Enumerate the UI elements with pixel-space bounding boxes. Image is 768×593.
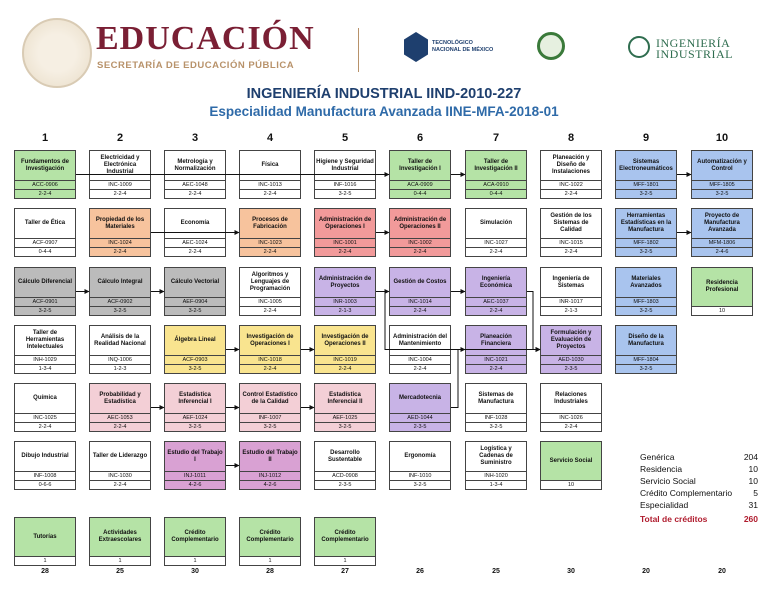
legend-total-value: 260 [743,514,758,524]
course-name: Taller de Investigación II [474,158,518,172]
course-card[interactable] [615,325,677,374]
course-code: AED-1044 [390,413,450,422]
course-card[interactable] [465,441,527,490]
legend-row [640,499,758,511]
course-credits: 2-4-6 [692,247,752,256]
semester-total: 28 [266,568,274,575]
course-name: Álgebra Lineal [174,337,216,343]
course-card[interactable] [314,325,376,374]
course-code: AEF-0904 [165,297,225,306]
course-name: Proyecto de Manufactura Avanzada [704,213,740,233]
semester-number: 6 [416,132,424,144]
course-code: ACF-0902 [90,297,150,306]
course-code: INC-1022 [541,180,601,189]
legend-value: 204 [743,452,758,462]
course-name: Taller de Herramientas Intelectuales [25,330,65,350]
course-name: Gestión de los Sistemas de Calidad [550,213,592,233]
course-credits: 1 [90,556,150,565]
course-credits: 4-2-6 [165,480,225,489]
course-card[interactable] [89,325,151,374]
legend-label: Genérica [640,452,675,462]
course-card[interactable] [89,150,151,199]
semester-total: 30 [567,568,575,575]
course-code: AEC-1037 [466,297,526,306]
course-card[interactable] [14,267,76,316]
course-name: Automatización y Control [697,158,747,172]
course-card[interactable] [615,267,677,316]
course-credits: 2-2-4 [315,247,375,256]
semester-number: 3 [191,132,199,144]
course-card[interactable] [314,267,376,316]
course-code: MFM-1806 [692,238,752,247]
course-credits: 3-2-5 [165,364,225,373]
semester-number: 1 [41,132,49,144]
course-card[interactable] [389,150,451,199]
course-credits: 3-2-5 [165,306,225,315]
course-code: MFF-1803 [616,297,676,306]
course-card[interactable] [239,267,301,316]
course-card[interactable] [89,441,151,490]
brand-subtitle: SECRETARÍA DE EDUCACIÓN PÚBLICA [97,60,295,71]
course-name: Análisis de la Realidad Nacional [94,333,146,347]
course-name: Ergonomía [404,453,436,459]
course-code: INF-1016 [315,180,375,189]
course-card[interactable] [540,441,602,490]
ii-logo-icon [628,36,650,58]
course-credits: 2-2-4 [541,189,601,198]
course-card[interactable] [691,208,753,257]
course-card[interactable] [314,441,376,490]
ii-line2: INDUSTRIAL [656,47,733,61]
header [0,0,768,80]
course-card[interactable] [314,150,376,199]
course-credits: 3-2-5 [240,422,300,431]
course-card[interactable] [239,208,301,257]
course-name: Cálculo Integral [97,279,143,285]
course-card[interactable] [14,150,76,199]
course-credits: 2-2-4 [541,422,601,431]
course-credits: 2-2-4 [240,189,300,198]
header-divider [358,28,359,72]
course-name: Administración de Operaciones II [393,216,447,230]
course-card[interactable] [691,150,753,199]
course-code: AEC-1048 [165,180,225,189]
course-card[interactable] [465,267,527,316]
course-code: AED-1030 [541,355,601,364]
semester-total: 28 [41,568,49,575]
course-credits: 3-2-5 [466,422,526,431]
legend-label: Especialidad [640,500,689,510]
course-card[interactable] [314,208,376,257]
course-credits: 2-2-4 [315,364,375,373]
course-name: Sistemas Electroneumáticos [619,158,673,172]
legend-label: Crédito Complementario [640,488,733,498]
course-name: Fundamentos de Investigación [20,158,69,172]
course-card[interactable] [164,383,226,432]
course-name: Procesos de Fabricación [252,216,288,230]
course-credits: 2-2-4 [466,306,526,315]
course-code: AEC-1053 [90,413,150,422]
course-code: INC-1023 [240,238,300,247]
course-code: INR-1003 [315,297,375,306]
course-card[interactable] [14,325,76,374]
course-credits: 2-2-4 [90,189,150,198]
course-name: Estadística Inferencial II [327,391,363,405]
course-name: Herramientas Estadísticas en la Manufactura [620,213,672,233]
legend-label: Residencia [640,464,683,474]
semester-total: 25 [492,568,500,575]
course-name: Estadística Inferencial I [178,391,212,405]
course-name: Tutorías [33,533,57,540]
course-name: Dibujo Industrial [21,453,69,459]
course-card[interactable] [615,208,677,257]
course-credits: 3-2-5 [616,306,676,315]
course-credits: 2-2-4 [90,480,150,489]
course-card[interactable] [239,383,301,432]
course-card[interactable] [540,325,602,374]
course-name: Taller de Liderazgo [92,453,148,459]
course-code: AEF-1025 [315,413,375,422]
course-card[interactable] [465,383,527,432]
semester-number: 10 [715,132,729,144]
course-name: Actividades Extraescolares [98,530,142,543]
course-name: Diseño de la Manufactura [628,333,664,347]
course-credits: 2-2-4 [15,189,75,198]
course-name: Crédito Complementario [246,530,294,543]
course-name: Ingeniería de Sistemas [552,275,590,289]
course-name: Ingeniería Económica [479,275,512,289]
course-card[interactable] [239,150,301,199]
course-name: Logística y Cadenas de Suministro [479,446,513,466]
course-card[interactable] [239,517,301,566]
legend-value: 10 [748,464,758,474]
course-name: Probabilidad y Estadística [99,391,141,405]
course-name: Simulación [479,220,512,226]
course-code: INF-1028 [466,413,526,422]
course-card[interactable] [540,383,602,432]
semester-number: 8 [567,132,575,144]
course-code: AEC-1024 [165,238,225,247]
course-name: Crédito Complementario [171,530,219,543]
page-title: INGENIERÍA INDUSTRIAL IIND-2010-227 [246,86,522,102]
course-card[interactable] [164,517,226,566]
course-credits: 2-2-4 [390,247,450,256]
course-credits: 1 [15,556,75,565]
course-card[interactable] [540,208,602,257]
course-name: Investigación de Operaciones II [321,333,369,347]
course-name: Algoritmos y Lenguajes de Programación [249,272,291,292]
legend-label: Servicio Social [640,476,696,486]
course-card[interactable] [14,441,76,490]
course-credits: 1-2-3 [90,364,150,373]
course-card[interactable] [540,267,602,316]
course-card[interactable] [389,325,451,374]
course-card[interactable] [314,383,376,432]
course-credits: 2-3-5 [315,480,375,489]
course-credits: 3-2-5 [315,189,375,198]
semester-total: 26 [416,568,424,575]
course-name: Investigación de Operaciones I [246,333,294,347]
course-name: Química [33,395,57,401]
course-name: Planeación y Diseño de Instalaciones [551,155,590,175]
page-subtitle: Especialidad Manufactura Avanzada IINE-MFA-2018-01 [209,104,559,119]
legend-row [640,451,758,463]
course-code: INC-1014 [390,297,450,306]
course-card[interactable] [14,208,76,257]
legend-value: 31 [748,500,758,510]
tecnm-logo-icon [404,32,428,62]
course-code: INC-1015 [541,238,601,247]
course-credits: 3-2-5 [15,306,75,315]
prerequisite-arrow [527,292,540,350]
course-card[interactable] [89,383,151,432]
course-code: INF-1008 [15,471,75,480]
course-credits: 2-2-4 [390,306,450,315]
course-code: ACF-0901 [15,297,75,306]
course-name: Administración de Proyectos [318,275,372,289]
course-name: Administración de Operaciones I [318,216,372,230]
semester-total: 20 [642,568,650,575]
course-name: Propiedad de los Materiales [95,216,145,230]
course-code: AEF-1024 [165,413,225,422]
course-code: MFF-1805 [692,180,752,189]
course-credits: 0-6-6 [15,480,75,489]
course-card[interactable] [14,517,76,566]
course-name: Física [261,162,279,168]
institute-seal-icon [537,32,565,60]
course-code: MFF-1801 [616,180,676,189]
course-code: INC-1026 [541,413,601,422]
course-code: INC-1002 [390,238,450,247]
course-card[interactable] [164,441,226,490]
brand-title: EDUCACIÓN [96,20,315,57]
course-credits: 3-2-5 [616,364,676,373]
course-card[interactable] [89,267,151,316]
course-credits: 2-1-3 [315,306,375,315]
course-credits: 0-4-4 [390,189,450,198]
ii-line1: INGENIERÍA [656,36,731,50]
course-credits: 2-3-5 [541,364,601,373]
course-code: ACF-0907 [15,238,75,247]
course-card[interactable] [14,383,76,432]
course-name: Electricidad y Electrónica Industrial [100,155,140,175]
course-card[interactable] [89,208,151,257]
legend-row [640,487,758,499]
semester-number: 7 [492,132,500,144]
course-credits: 2-2-4 [90,247,150,256]
course-card[interactable] [389,383,451,432]
course-name: Residencia Profesional [705,280,739,293]
course-card[interactable] [465,150,527,199]
course-credits: 3-2-5 [616,189,676,198]
course-code: INH-1029 [15,355,75,364]
course-code: ACF-0903 [165,355,225,364]
course-credits: 1-3-4 [466,480,526,489]
course-credits: 2-2-4 [240,306,300,315]
course-card[interactable] [89,517,151,566]
semester-number: 9 [642,132,650,144]
course-name: Economía [180,220,210,226]
course-code: INF-1010 [390,471,450,480]
course-name: Gestión de Costos [393,279,447,285]
course-code: MFF-1802 [616,238,676,247]
course-name: Control Estadístico de la Calidad [242,391,298,405]
course-credits: 2-2-4 [165,189,225,198]
course-credits: 2-2-4 [240,247,300,256]
course-name: Estudio del Trabajo I [167,449,223,463]
tecnm-text: TECNOLÓGICO NACIONAL DE MÉXICO [432,40,494,53]
course-code: INC-1025 [15,413,75,422]
course-code: INC-1024 [90,238,150,247]
course-credits: 1-3-4 [15,364,75,373]
mexico-seal-icon [22,18,92,88]
course-credits: 2-2-4 [15,422,75,431]
course-card[interactable] [465,208,527,257]
course-credits: 2-2-4 [541,247,601,256]
course-credits: 4-2-6 [240,480,300,489]
semester-total: 27 [341,568,349,575]
legend-row [640,463,758,475]
course-card[interactable] [465,325,527,374]
course-credits: 10 [692,306,752,315]
course-credits: 3-2-5 [616,247,676,256]
course-credits: 0-4-4 [15,247,75,256]
course-card[interactable] [389,267,451,316]
legend-total-label: Total de créditos [640,514,708,524]
course-name: Taller de Investigación I [399,158,441,172]
course-card[interactable] [389,208,451,257]
course-card[interactable] [164,325,226,374]
ii-logo-text [656,38,733,60]
legend-row [640,475,758,487]
course-code: ACD-0908 [315,471,375,480]
course-code: ACC-0906 [15,180,75,189]
course-card[interactable] [164,150,226,199]
semester-number: 5 [341,132,349,144]
course-credits: 3-2-5 [692,189,752,198]
course-credits: 3-2-5 [90,306,150,315]
course-code: INQ-1006 [90,355,150,364]
course-name: Estudio del Trabajo II [242,449,298,463]
course-code: INC-1013 [240,180,300,189]
course-name: Administración del Mantenimiento [392,333,447,347]
course-credits: 1 [315,556,375,565]
course-credits: 2-2-4 [240,364,300,373]
course-name: Relaciones Industriales [554,391,588,405]
course-code: INH-1020 [466,471,526,480]
semester-number: 4 [266,132,274,144]
course-code: INC-1009 [90,180,150,189]
course-code: MFF-1804 [616,355,676,364]
course-credits: 2-1-3 [541,306,601,315]
semester-total: 30 [191,568,199,575]
semester-number: 2 [116,132,124,144]
course-code: INC-1027 [466,238,526,247]
course-name: Desarrollo Sustentable [327,449,362,463]
course-credits: 2-2-4 [466,247,526,256]
course-name: Planeación Financiera [480,333,512,347]
course-credits: 2-2-4 [165,247,225,256]
course-name: Cálculo Vectorial [170,279,220,285]
course-card[interactable] [239,441,301,490]
course-code: INC-1005 [240,297,300,306]
course-code: INJ-1011 [165,471,225,480]
course-name: Cálculo Diferencial [17,279,73,285]
course-name: Crédito Complementario [321,530,369,543]
credits-legend [640,451,758,525]
course-credits: 10 [541,480,601,489]
course-credits: 2-2-4 [466,364,526,373]
course-code: INC-1001 [315,238,375,247]
course-code: INC-1019 [315,355,375,364]
semester-total: 20 [718,568,726,575]
course-credits: 1 [240,556,300,565]
course-name: Formulación y Evaluación de Proyectos [550,330,592,350]
course-credits: 0-4-4 [466,189,526,198]
course-name: Higiene y Seguridad Industrial [316,158,374,172]
course-card[interactable] [540,150,602,199]
course-credits: 3-2-5 [390,480,450,489]
course-credits: 2-3-5 [390,422,450,431]
course-credits: 3-2-5 [315,422,375,431]
course-code: ACA-0910 [466,180,526,189]
course-code: INF-1007 [240,413,300,422]
course-name: Taller de Ética [24,220,66,226]
course-card[interactable] [389,441,451,490]
legend-total-row [640,513,758,525]
course-code: ACA-0909 [390,180,450,189]
course-code: INC-1030 [90,471,150,480]
course-name: Metrología y Normalización [174,158,216,172]
course-code: INC-1004 [390,355,450,364]
course-name: Sistemas de Manufactura [478,391,514,405]
course-code: INC-1018 [240,355,300,364]
legend-value: 10 [748,476,758,486]
course-card[interactable] [691,267,753,316]
course-code: INC-1021 [466,355,526,364]
course-name: Servicio Social [549,457,593,464]
course-credits: 1 [165,556,225,565]
prerequisite-arrow [451,350,465,408]
course-name: Mercadotecnia [398,395,441,401]
course-card[interactable] [615,150,677,199]
legend-value: 5 [753,488,758,498]
course-card[interactable] [164,267,226,316]
course-card[interactable] [239,325,301,374]
course-name: Materiales Avanzados [630,275,662,289]
course-code: INJ-1012 [240,471,300,480]
course-code: INR-1017 [541,297,601,306]
course-credits: 3-2-5 [165,422,225,431]
course-card[interactable] [314,517,376,566]
course-credits: 2-2-4 [90,422,150,431]
course-card[interactable] [164,208,226,257]
semester-total: 25 [116,568,124,575]
course-credits: 2-2-4 [390,364,450,373]
